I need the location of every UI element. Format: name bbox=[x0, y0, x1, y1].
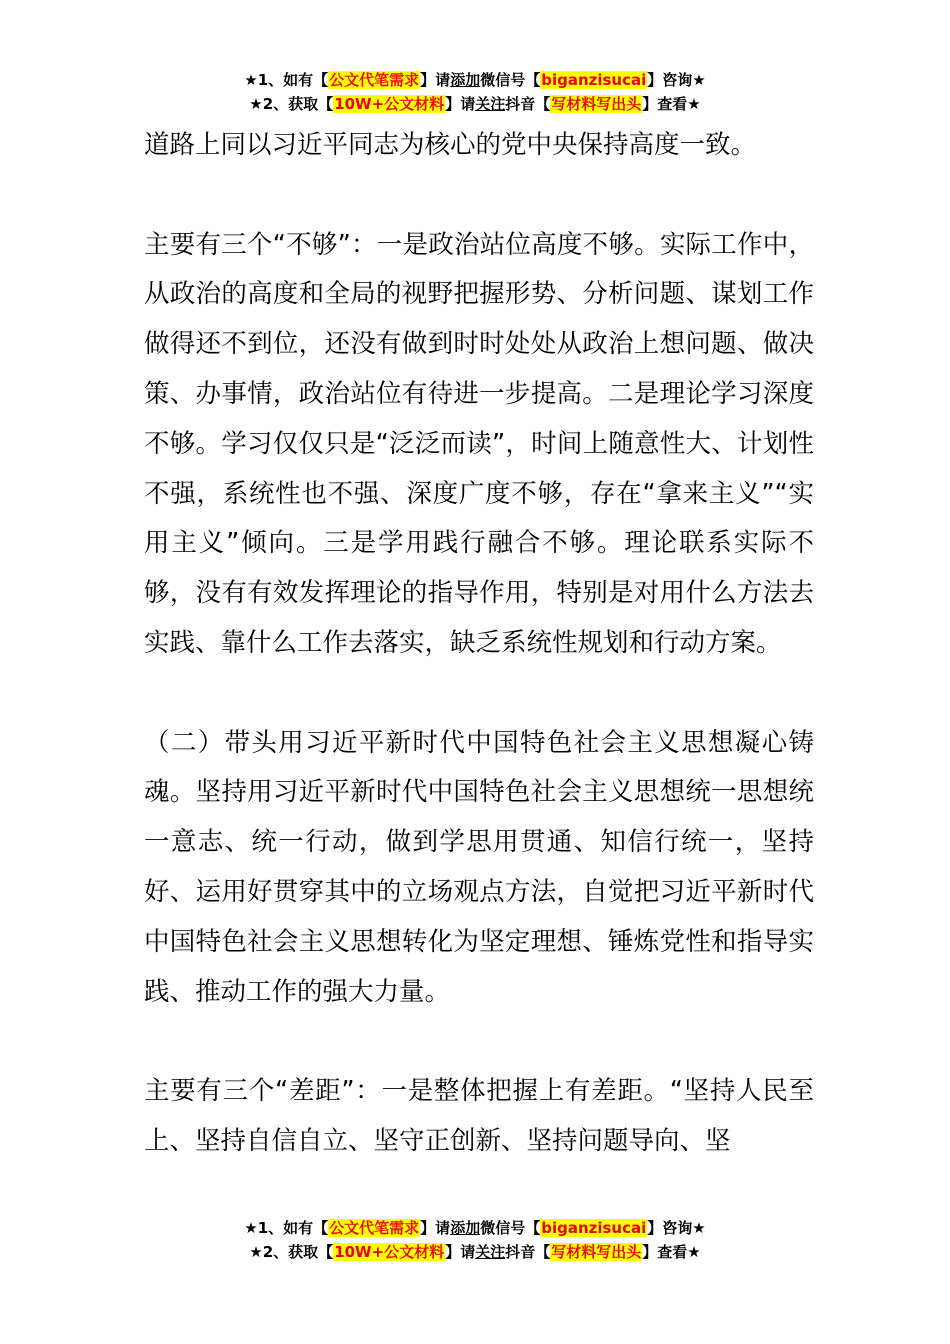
banner-line-2 bbox=[0, 1240, 950, 1264]
banner-underlined: 关注 bbox=[475, 1243, 506, 1261]
banner-text: ★2、获取【 bbox=[249, 95, 334, 113]
banner-text: 微信号【 bbox=[480, 71, 541, 89]
banner-underlined: 添加 bbox=[450, 71, 481, 89]
banner-text: 】查看★ bbox=[642, 1243, 701, 1261]
banner-text: ★1、如有【 bbox=[244, 1219, 329, 1237]
banner-text: 微信号【 bbox=[480, 1219, 541, 1237]
banner-text: 】请 bbox=[420, 71, 451, 89]
banner-text: 】咨询★ bbox=[647, 1219, 706, 1237]
document-body bbox=[144, 121, 814, 1167]
banner-highlight: 写材料写出头 bbox=[551, 1243, 642, 1261]
banner-highlight: 10W+公文材料 bbox=[334, 95, 445, 113]
banner-text: 】请 bbox=[445, 95, 476, 113]
banner-text: 抖音【 bbox=[505, 95, 551, 113]
banner-underlined: 添加 bbox=[450, 1219, 481, 1237]
banner-highlight: 写材料写出头 bbox=[551, 95, 642, 113]
banner-text: 】请 bbox=[420, 1219, 451, 1237]
banner-highlight: 公文代笔需求 bbox=[329, 1219, 420, 1237]
banner-text: ★1、如有【 bbox=[244, 71, 329, 89]
banner-underlined: 关注 bbox=[475, 95, 506, 113]
paragraph: 道路上同以习近平同志为核心的党中央保持高度一致。 bbox=[144, 130, 757, 160]
header-banner bbox=[0, 68, 950, 116]
banner-highlight: 10W+公文材料 bbox=[334, 1243, 445, 1261]
banner-line-1 bbox=[0, 1216, 950, 1240]
banner-highlight: 公文代笔需求 bbox=[329, 71, 420, 89]
paragraph: 主要有三个“不够”：一是政治站位高度不够。实际工作中，从政治的高度和全局的视野把握形势、分析问题、谋划工作做得还不到位，还没有做到时时处处从政治上想问题、做决策、办事情，政治站位有待进一步提高。二是理论学习深度不够。学习仅仅只是“泛泛而读”，时间上随意性大、计划性不强，系统性也不强、深度广度不够，存在“拿来主义”“实用主义”倾向。三是学用践行融合不够。理论联系实际不够，没有有效发挥理论的指导作用，特别是对用什么方法去实践、靠什么工作去落实，缺乏系统性规划和行动方案。 bbox=[144, 229, 814, 658]
banner-text: 】查看★ bbox=[642, 95, 701, 113]
banner-highlight: biganzisucai bbox=[541, 1219, 647, 1237]
banner-line-2 bbox=[0, 92, 950, 116]
banner-line-1 bbox=[0, 68, 950, 92]
banner-highlight: biganzisucai bbox=[541, 71, 647, 89]
banner-text: 】请 bbox=[445, 1243, 476, 1261]
paragraph: 主要有三个“差距”：一是整体把握上有差距。“坚持人民至上、坚持自信自立、坚守正创新、坚持问题导向、坚 bbox=[144, 1076, 814, 1156]
banner-text: 抖音【 bbox=[505, 1243, 551, 1261]
footer-banner bbox=[0, 1216, 950, 1264]
paragraph: （二）带头用习近平新时代中国特色社会主义思想凝心铸魂。坚持用习近平新时代中国特色社会主义思想统一思想统一意志、统一行动，做到学思用贯通、知信行统一，坚持好、运用好贯穿其中的立场观点方法，自觉把习近平新时代中国特色社会主义思想转化为坚定理想、锤炼党性和指导实践、推动工作的强大力量。 bbox=[144, 727, 814, 1007]
banner-text: 】咨询★ bbox=[647, 71, 706, 89]
banner-text: ★2、获取【 bbox=[249, 1243, 334, 1261]
